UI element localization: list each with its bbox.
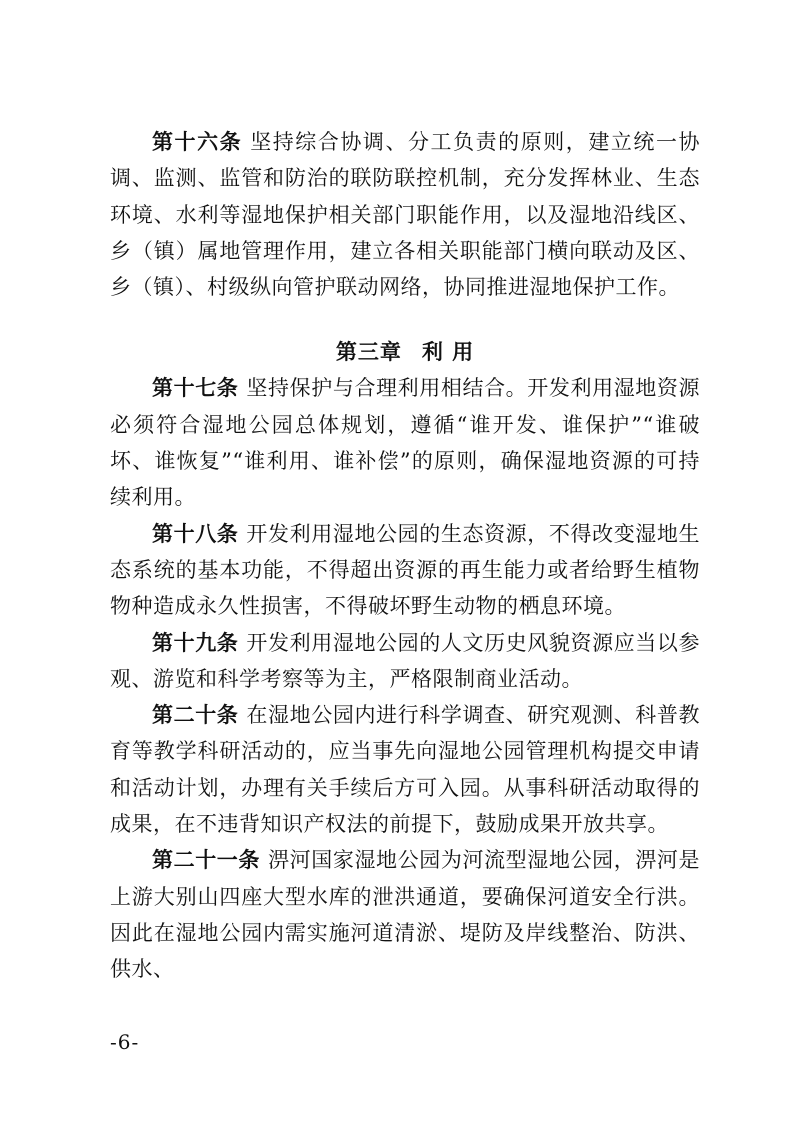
article-18-paragraph [110,516,700,625]
article-heading: 第二十条 [152,702,239,728]
document-page [110,124,700,988]
article-text: 淠河国家湿地公园为河流型湿地公园，淠河是上游大别山四座大型水库的泄洪通道，要确保河道安全行洪。因此在湿地公园内需实施河道清淤、堤防及岸线整治、防洪、供水、 [110,848,701,982]
article-text: 开发利用湿地公园的人文历史风貌资源应当以参观、游览和科学考察等为主，严格限制商业活动。 [110,630,701,691]
article-21-paragraph [110,842,700,987]
article-text: 坚持综合协调、分工负责的原则，建立统一协调、监测、监管和防治的联防联控机制，充分发挥林业、生态环境、水利等湿地保护相关部门职能作用，以及湿地沿线区、乡（镇）属地管理作用，建立各相关职能部门横向联动及区、乡（镇）、村级纵向管护联动网络，协同推进湿地保护工作。 [110,130,701,300]
article-19-paragraph [110,625,700,698]
article-17-paragraph [110,370,700,515]
article-heading: 第十六条 [152,129,243,154]
article-text: 坚持保护与合理利用相结合。开发利用湿地资源必须符合湿地公园总体规划，遵循“谁开发、谁保护”“谁破坏、谁恢复”“谁利用、谁补偿”的原则，确保湿地资源的可持续利用。 [110,376,701,510]
article-16-paragraph [110,124,700,305]
article-heading: 第十八条 [152,520,239,546]
article-heading: 第二十一条 [152,847,261,873]
article-heading: 第十九条 [152,629,239,655]
chapter-heading [110,334,700,370]
article-text: 开发利用湿地公园的生态资源，不得改变湿地生态系统的基本功能，不得超出资源的再生能力或者给野生植物物种造成永久性损害，不得破坏野生动物的栖息环境。 [110,521,701,619]
article-text: 在湿地公园内进行科学调查、研究观测、科普教育等教学科研活动的，应当事先向湿地公园管理机构提交申请和活动计划，办理有关手续后方可入园。从事科研活动取得的成果，在不违背知识产权法的前提下，鼓励成果开放共享。 [110,703,701,837]
article-20-paragraph [110,697,700,842]
page-number: -6- [110,1030,140,1054]
chapter-number: 第三章 [335,339,402,365]
article-heading: 第十七条 [152,375,239,401]
chapter-title: 利 用 [421,339,475,365]
